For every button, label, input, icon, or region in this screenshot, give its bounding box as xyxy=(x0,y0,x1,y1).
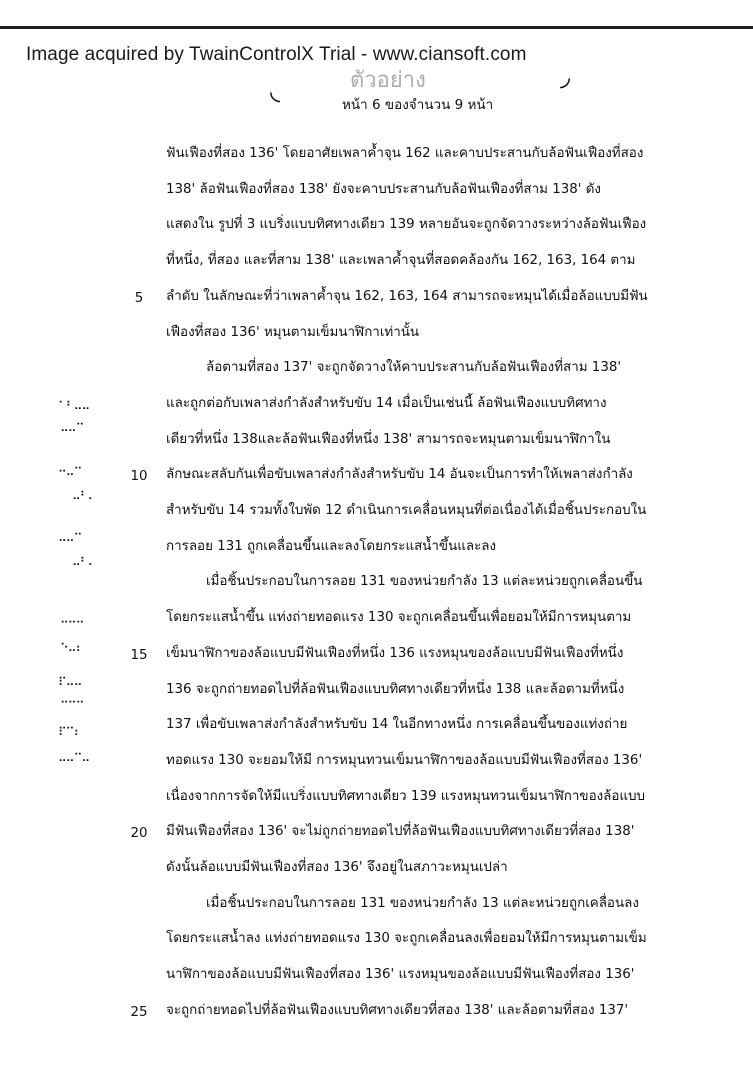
text-line: ฟันเฟืองที่สอง 136' โดยอาศัยเพลาค้ำจุน 162 และคาบประสานกับล้อฟันเฟืองที่สอง xyxy=(166,146,644,161)
margin-mark: ⠤⠤⠉⠤ xyxy=(58,751,90,765)
text-line: ล้อตามที่สอง 137' จะถูกจัดวางให้คาบประสานกับล้อฟันเฟืองที่สาม 138' xyxy=(206,360,622,376)
text-line: ลักษณะสลับกันเพื่อขับเพลาส่งกำลังสำหรับขับ 14 อันจะเป็นการทำให้เพลาส่งกำลัง xyxy=(166,467,633,483)
margin-mark: ⠤⠤⠉ xyxy=(60,421,84,435)
text-line: เนื่องจากการจัดให้มีแบริ่งแบบทิศทางเดียว 139 แรงหมุนทวนเข็มนาฬิกาของล้อแบบ xyxy=(166,788,646,804)
margin-mark: ⠁⠃⠤⠤ xyxy=(58,399,90,413)
text-line: การลอย 131 ถูกเคลื่อนขึ้นและลงโดยกระแสน้ำขึ้นและลง xyxy=(166,538,496,554)
text-line: ที่หนึ่ง, ที่สอง และที่สาม 138' และเพลาค้ำจุนที่สอดคล้องกัน 162, 163, 164 ตาม xyxy=(166,253,636,269)
text-line: เมื่อชิ้นประกอบในการลอย 131 ของหน่วยกำลัง 13 แต่ละหน่วยถูกเคลื่อนขึ้น xyxy=(206,574,643,590)
text-line: เดียวที่หนึ่ง 138และล้อฟันเฟืองที่หนึ่ง 138' สามารถจะหมุนตามเข็มนาฬิกาใน xyxy=(166,431,611,447)
text-line: เฟืองที่สอง 136' หมุนตามเข็มนาฬิกาเท่านั้น xyxy=(166,324,420,340)
line-number: 5 xyxy=(134,290,144,306)
text-line: ดังนั้นล้อแบบมีฟันเฟืองที่สอง 136' จึงอยู่ในสภาวะหมุนเปล่า xyxy=(166,860,508,875)
text-line: 136 จะถูกถ่ายทอดไปที่ล้อฟันเฟืองแบบทิศทางเดียวที่หนึ่ง 138 และล้อตามที่หนึ่ง xyxy=(166,681,625,697)
line-number: 10 xyxy=(130,469,148,485)
line-number: 20 xyxy=(130,826,148,842)
text-line: สำหรับขับ 14 รวมทั้งใบพัด 12 ดำเนินการเคลื่อนหมุนที่ต่อเนื่องได้เมื่อชิ้นประกอบใน xyxy=(166,503,647,518)
text-line: ทอดแรง 130 จะยอมให้มี การหมุนทวนเข็มนาฬิกาของล้อแบบมีฟันเฟืองที่สอง 136' xyxy=(166,752,643,768)
margin-mark: ⠤⠤⠉ xyxy=(58,531,82,545)
margin-mark: ⠏⠤⠤ xyxy=(58,675,82,689)
line-number: 15 xyxy=(130,647,148,663)
text-line: แสดงใน รูปที่ 3 แบริ่งแบบทิศทางเดียว 139 หลายอันจะถูกจัดวางระหว่างล้อฟันเฟือง xyxy=(166,217,647,233)
hole-punch-mark-left: ◟ xyxy=(270,76,281,106)
margin-mark: ⠑⠤⠆ xyxy=(60,641,84,655)
stamp-text: ตัวอย่าง xyxy=(350,68,426,93)
line-number: 25 xyxy=(130,1004,148,1020)
margin-mark: ⠉⠉⠉ xyxy=(60,619,84,633)
text-line: ลำดับ ในลักษณะที่ว่าเพลาค้ำจุน 162, 163, 164 สามารถจะหมุนได้เมื่อล้อแบบมีฟัน xyxy=(166,288,648,304)
scan-top-edge xyxy=(0,26,753,29)
text-line: โดยกระแสน้ำลง แท่งถ่ายทอดแรง 130 จะถูกเคลื่อนลงเพื่อยอมให้มีการหมุนตามเข็ม xyxy=(166,931,647,947)
margin-mark: ⠒⠤⠉ xyxy=(58,465,82,479)
watermark-text: Image acquired by TwainControlX Trial - www.ciansoft.com xyxy=(26,44,527,65)
text-line: นาฬิกาของล้อแบบมีฟันเฟืองที่สอง 136' แรงหมุนของล้อแบบมีฟันเฟืองที่สอง 136' xyxy=(166,967,635,983)
text-line: จะถูกถ่ายทอดไปที่ล้อฟันเฟืองแบบทิศทางเดียวที่สอง 138' และล้อตามที่สอง 137' xyxy=(166,1002,629,1018)
text-line: และถูกต่อกับเพลาส่งกำลังสำหรับขับ 14 เมื่อเป็นเช่นนี้ ล้อฟันเฟืองแบบทิศทาง xyxy=(166,395,607,411)
page-header: หน้า 6 ของจำนวน 9 หน้า xyxy=(342,97,494,113)
margin-mark: ⠏⠉⠆ xyxy=(58,725,82,739)
margin-mark: ⠤⠃⠄ xyxy=(72,555,96,569)
margin-mark: ⠉⠉⠉ xyxy=(60,699,84,713)
margin-mark: ⠤⠃⠄ xyxy=(72,489,96,503)
hole-punch-mark-right: ◞ xyxy=(560,62,571,92)
text-line: 137 เพื่อขับเพลาส่งกำลังสำหรับขับ 14 ในอีกทางหนึ่ง การเคลื่อนขึ้นของแท่งถ่าย xyxy=(166,717,628,733)
text-line: เข็มนาฬิกาของล้อแบบมีฟันเฟืองที่หนึ่ง 136 แรงหมุนของล้อแบบมีฟันเฟืองที่หนึ่ง xyxy=(166,645,624,661)
text-line: มีฟันเฟืองที่สอง 136' จะไม่ถูกถ่ายทอดไปที่ล้อฟันเฟืองแบบทิศทางเดียวที่สอง 138' xyxy=(166,824,635,840)
text-line: เมื่อชิ้นประกอบในการลอย 131 ของหน่วยกำลัง 13 แต่ละหน่วยถูกเคลื่อนลง xyxy=(206,895,639,911)
text-line: 138' ล้อฟันเฟืองที่สอง 138' ยังจะคาบประสานกับล้อฟันเฟืองที่สาม 138' ดัง xyxy=(166,181,601,197)
text-line: โดยกระแสน้ำขึ้น แท่งถ่ายทอดแรง 130 จะถูกเคลื่อนขึ้นเพื่อยอมให้มีการหมุนตาม xyxy=(166,610,632,626)
